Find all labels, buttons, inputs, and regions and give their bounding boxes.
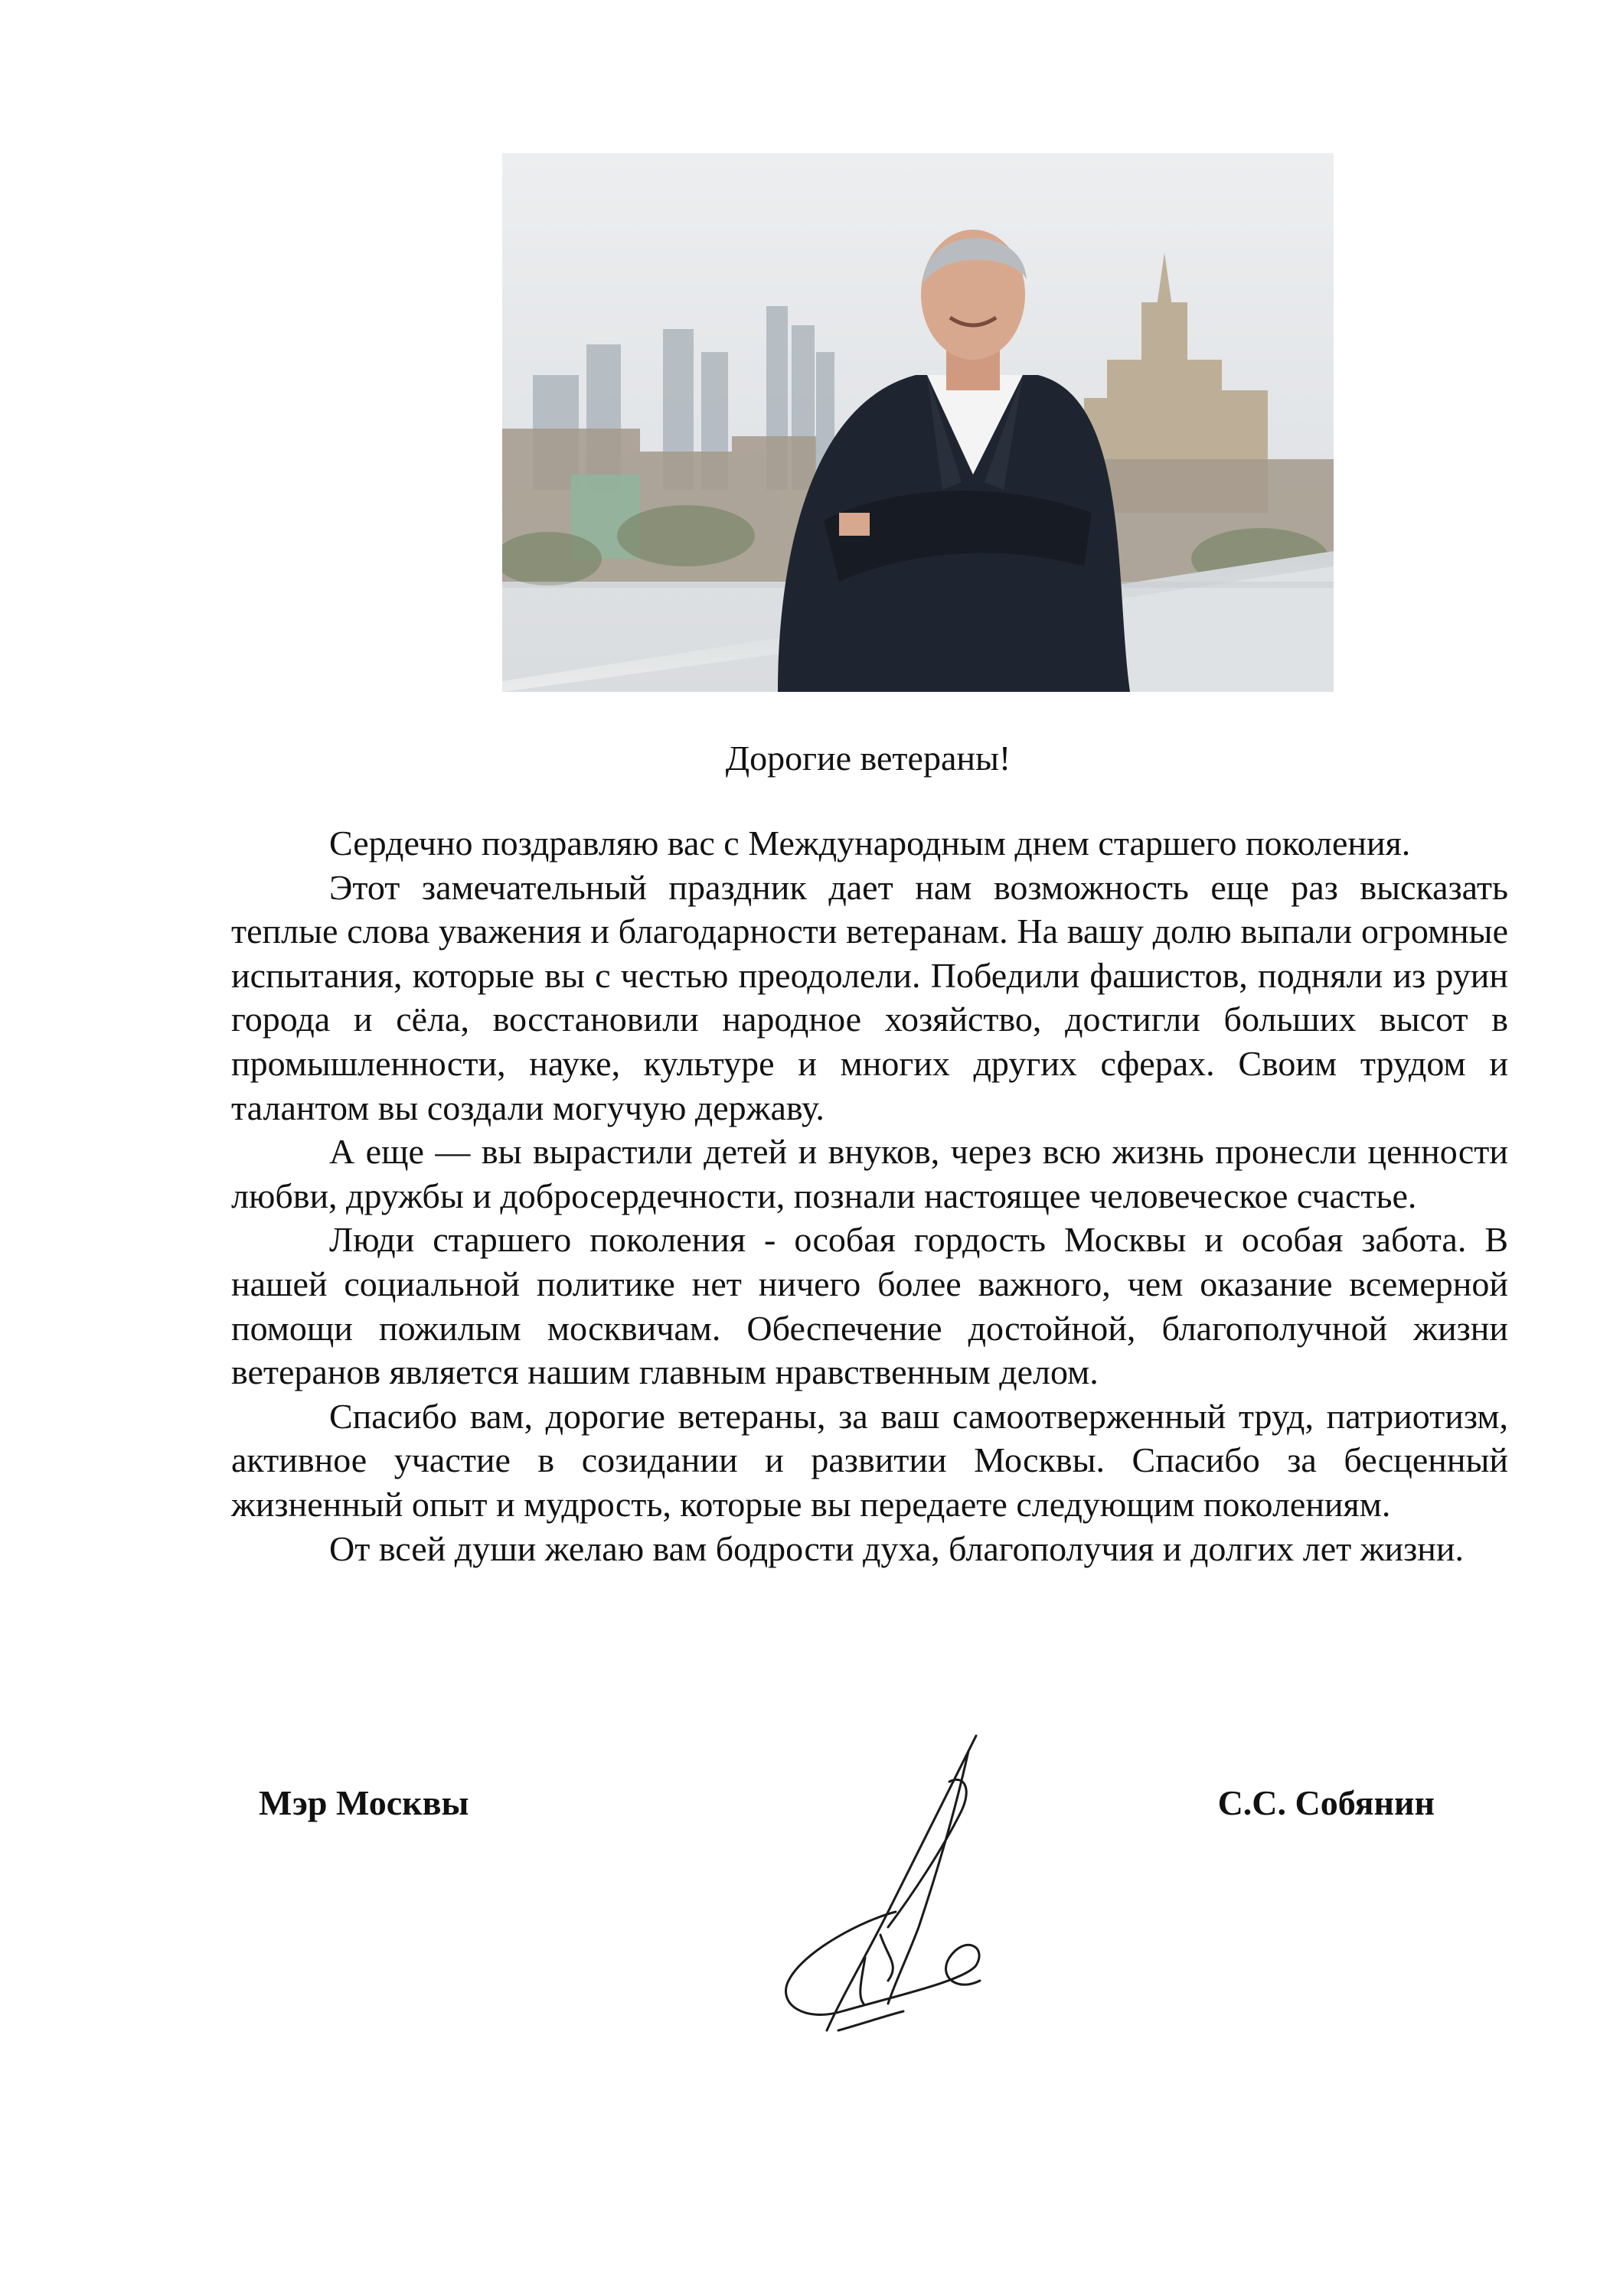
paragraph: Этот замечательный праздник дает нам возможность еще раз высказать теплые слова уважения и благодарности ветеранам. На вашу долю выпали огромные испытания, которые вы с честью преодолели. Победили фашистов, подняли из руин города и сёла, восстановили народное хозяйство, достигли больших высот в промышленности, науке, культуре и многих других сферах. Своим трудом и талантом вы создали могучую державу. (231, 867, 1508, 1127)
handwritten-signature-icon (773, 1728, 988, 2050)
portrait-photo-icon (502, 153, 1334, 692)
letter-body (231, 821, 1508, 1570)
signature (773, 1728, 988, 2050)
paragraph: Спасибо вам, дорогие ветераны, за ваш самоотверженный труд, патриотизм, активное участие в созидании и развитии Москвы. Спасибо за бесценный жизненный опыт и мудрость, которые вы передаете следующим поколениям. (231, 1396, 1508, 1524)
paragraph: Люди старшего поколения - особая гордость Москвы и особая забота. В нашей социальной политике нет ничего более важного, чем оказание всемерной помощи пожилым москвичам. Обеспечение достойной, благополучной жизни ветеранов является нашим главным нравственным делом. (231, 1220, 1508, 1392)
paragraph: Сердечно поздравляю вас с Международным днем старшего поколения. (329, 823, 1411, 863)
paragraph: От всей души желаю вам бодрости духа, благополучия и долгих лет жизни. (329, 1528, 1465, 1568)
signatory-position: Мэр Москвы (259, 1783, 469, 1822)
salutation: Дорогие ветераны! (725, 739, 1011, 778)
paragraph: А еще — вы вырастили детей и внуков, через всю жизнь пронесли ценности любви, дружбы и добросердечности, познали настоящее человеческое счастье. (231, 1132, 1508, 1215)
portrait-photo (502, 153, 1334, 692)
signatory-name: С.С. Собянин (1217, 1783, 1435, 1822)
